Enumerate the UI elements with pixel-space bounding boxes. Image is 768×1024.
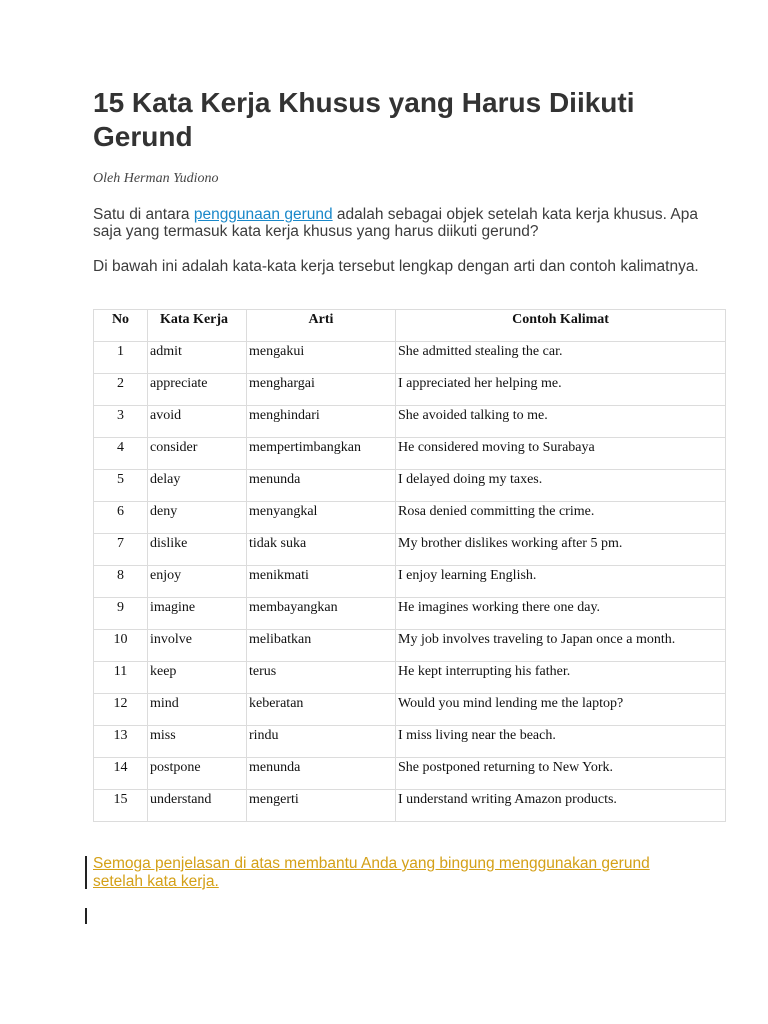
meaning-cell: mengerti xyxy=(247,790,396,822)
meaning-cell: menikmati xyxy=(247,566,396,598)
example-cell: Rosa denied committing the crime. xyxy=(396,502,726,534)
lead-paragraph: Di bawah ini adalah kata-kata kerja tersebut lengkap dengan arti dan contoh kalimatnya. xyxy=(93,258,699,275)
row-number: 11 xyxy=(94,662,148,694)
table-row xyxy=(94,342,726,374)
table-row xyxy=(94,758,726,790)
meaning-cell: menghindari xyxy=(247,406,396,438)
example-cell: I appreciated her helping me. xyxy=(396,374,726,406)
meaning-cell: menunda xyxy=(247,470,396,502)
meaning-cell: melibatkan xyxy=(247,630,396,662)
row-number: 4 xyxy=(94,438,148,470)
table-row xyxy=(94,566,726,598)
table-row xyxy=(94,726,726,758)
verb-cell: enjoy xyxy=(148,566,247,598)
row-number: 14 xyxy=(94,758,148,790)
example-cell: He imagines working there one day. xyxy=(396,598,726,630)
header-contoh-kalimat: Contoh Kalimat xyxy=(396,310,726,342)
intro-text-before: Satu di antara xyxy=(93,206,194,223)
table-body xyxy=(94,342,726,822)
meaning-cell: menunda xyxy=(247,758,396,790)
row-number: 10 xyxy=(94,630,148,662)
example-cell: I enjoy learning English. xyxy=(396,566,726,598)
table-row xyxy=(94,694,726,726)
row-number: 5 xyxy=(94,470,148,502)
gerund-usage-link[interactable]: penggunaan gerund xyxy=(193,206,333,223)
example-cell: She avoided talking to me. xyxy=(396,406,726,438)
verb-cell: consider xyxy=(148,438,247,470)
row-number: 1 xyxy=(94,342,148,374)
verb-cell: keep xyxy=(148,662,247,694)
example-cell: She postponed returning to New York. xyxy=(396,758,726,790)
verb-cell: admit xyxy=(148,342,247,374)
meaning-cell: keberatan xyxy=(247,694,396,726)
header-arti: Arti xyxy=(247,310,396,342)
verb-cell: involve xyxy=(148,630,247,662)
example-cell: My job involves traveling to Japan once a month. xyxy=(396,630,726,662)
row-number: 15 xyxy=(94,790,148,822)
intro-text-after: adalah sebagai objek setelah kata kerja khusus. Apa saja yang termasuk kata kerja khusus yang harus diikuti gerund? xyxy=(93,206,698,240)
row-number: 13 xyxy=(94,726,148,758)
row-number: 2 xyxy=(94,374,148,406)
meaning-cell: rindu xyxy=(247,726,396,758)
verb-cell: avoid xyxy=(148,406,247,438)
example-cell: She admitted stealing the car. xyxy=(396,342,726,374)
verb-cell: miss xyxy=(148,726,247,758)
header-kata-kerja: Kata Kerja xyxy=(148,310,247,342)
row-number: 3 xyxy=(94,406,148,438)
verb-cell: postpone xyxy=(148,758,247,790)
meaning-cell: terus xyxy=(247,662,396,694)
example-cell: He considered moving to Surabaya xyxy=(396,438,726,470)
verb-cell: delay xyxy=(148,470,247,502)
text-cursor-bar xyxy=(85,856,87,889)
table-row xyxy=(94,406,726,438)
meaning-cell: menghargai xyxy=(247,374,396,406)
verb-cell: appreciate xyxy=(148,374,247,406)
example-cell: Would you mind lending me the laptop? xyxy=(396,694,726,726)
example-cell: I understand writing Amazon products. xyxy=(396,790,726,822)
page-title: 15 Kata Kerja Khusus yang Harus Diikuti Gerund xyxy=(93,87,635,152)
closing-link[interactable]: Semoga penjelasan di atas membantu Anda yang bingung menggunakan gerund setelah kata kerja. xyxy=(93,855,650,890)
example-cell: He kept interrupting his father. xyxy=(396,662,726,694)
author-byline: Oleh Herman Yudiono xyxy=(93,171,219,186)
verb-cell: dislike xyxy=(148,534,247,566)
meaning-cell: membayangkan xyxy=(247,598,396,630)
verb-cell: deny xyxy=(148,502,247,534)
row-number: 7 xyxy=(94,534,148,566)
table-row xyxy=(94,790,726,822)
row-number: 8 xyxy=(94,566,148,598)
table-row xyxy=(94,374,726,406)
meaning-cell: menyangkal xyxy=(247,502,396,534)
table-row xyxy=(94,502,726,534)
header-no: No xyxy=(94,310,148,342)
meaning-cell: tidak suka xyxy=(247,534,396,566)
verb-cell: mind xyxy=(148,694,247,726)
table-row xyxy=(94,630,726,662)
intro-paragraph xyxy=(93,206,703,240)
row-number: 12 xyxy=(94,694,148,726)
table-row xyxy=(94,534,726,566)
row-number: 6 xyxy=(94,502,148,534)
row-number: 9 xyxy=(94,598,148,630)
table-header-row xyxy=(94,310,726,342)
table-row xyxy=(94,438,726,470)
example-cell: My brother dislikes working after 5 pm. xyxy=(396,534,726,566)
text-cursor xyxy=(85,908,87,924)
verb-cell: imagine xyxy=(148,598,247,630)
example-cell: I delayed doing my taxes. xyxy=(396,470,726,502)
verb-table xyxy=(93,309,726,822)
meaning-cell: mempertimbangkan xyxy=(247,438,396,470)
verb-cell: understand xyxy=(148,790,247,822)
meaning-cell: mengakui xyxy=(247,342,396,374)
example-cell: I miss living near the beach. xyxy=(396,726,726,758)
table-row xyxy=(94,470,726,502)
table-row xyxy=(94,598,726,630)
table-row xyxy=(94,662,726,694)
